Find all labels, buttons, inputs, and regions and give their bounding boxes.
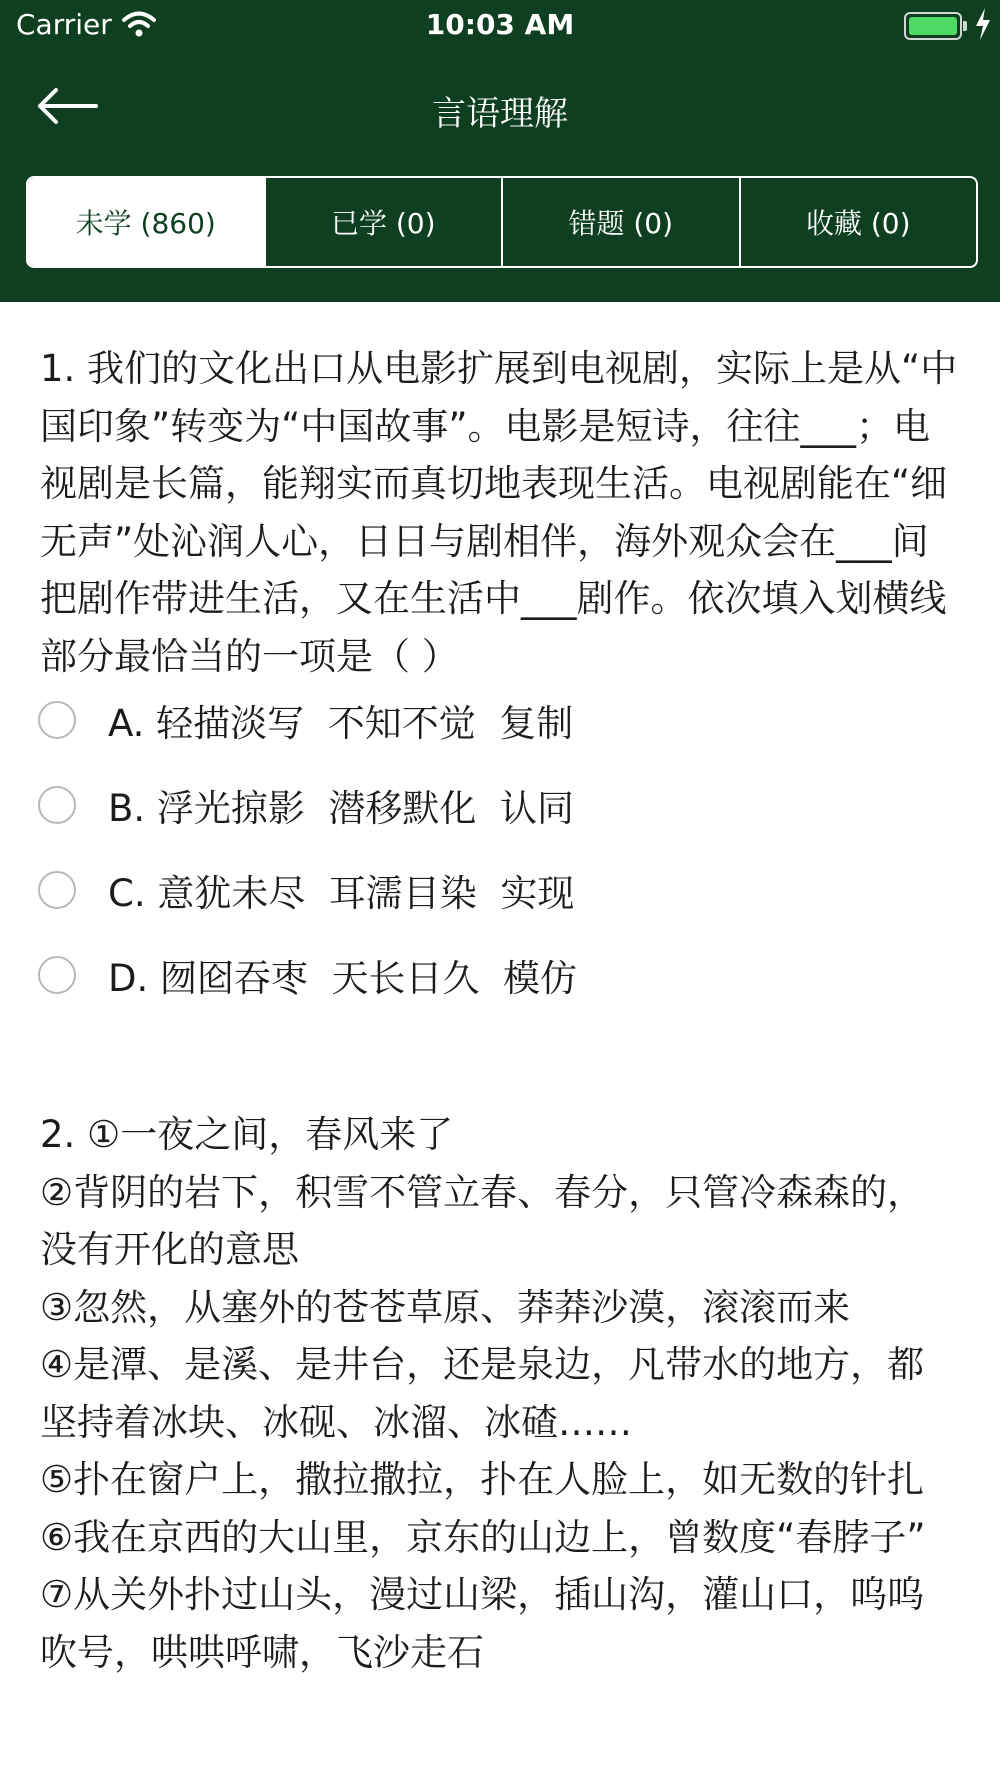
option-a[interactable] — [38, 690, 938, 750]
segmented-tabs — [26, 176, 978, 268]
tab-wrong[interactable]: 错题 (0) — [501, 178, 739, 266]
option-a-label: A. 轻描淡写 不知不觉 复制 — [108, 702, 574, 745]
option-c[interactable] — [38, 860, 938, 920]
status-time: 10:03 AM — [425, 8, 575, 41]
battery-icon — [904, 12, 962, 40]
charging-bolt-icon — [974, 8, 992, 40]
option-d[interactable] — [38, 945, 938, 1005]
option-b-label: B. 浮光掠影 潜移默化 认同 — [108, 787, 574, 830]
option-c-label: C. 意犹未尽 耳濡目染 实现 — [108, 872, 575, 915]
option-d-label: D. 囫囵吞枣 天长日久 模仿 — [108, 957, 578, 1000]
carrier-label: Carrier — [16, 8, 112, 41]
page-title: 言语理解 — [432, 94, 568, 134]
question-1-text: 1. 我们的文化出口从电影扩展到电视剧，实际上是从“中国印象”转变为“中国故事”。电影是短诗，往往___；电视剧是长篇，能翔实而真切地表现生活。电视剧能在“细无声”处沁润人心，日日与剧相伴，海外观众会在___间把剧作带进生活，又在生活中___剧作。依次填入划横线部分最恰当的一项是（ ） — [40, 347, 958, 678]
radio-icon[interactable] — [38, 871, 76, 909]
radio-icon[interactable] — [38, 786, 76, 824]
tab-learned[interactable]: 已学 (0) — [264, 178, 502, 266]
question-list[interactable] — [0, 302, 1000, 1778]
question-2-text: 2. ①一夜之间，春风来了 ②背阴的岩下，积雪不管立春、春分，只管冷森森的，没有开化的意思 ③忽然，从塞外的苍苍草原、莽莽沙漠，滚滚而来 ④是潭、是溪、是井台，还是泉边，凡带水的地方，都坚持着冰块、冰砚、冰溜、冰碴…… ⑤扑在窗户上，撒拉撒拉，扑在人脸上，如无数的针扎 ⑥我在京西的大山里，京东的山边上，曾数度“春脖子” ⑦从关外扑过山头，漫过山梁，插山沟，灌山口，呜呜吹号，哄哄呼啸，飞沙走石 — [40, 1113, 926, 1674]
status-bar — [0, 0, 1000, 50]
option-b[interactable] — [38, 775, 938, 835]
tab-unlearned[interactable]: 未学 (860) — [28, 178, 264, 266]
radio-icon[interactable] — [38, 956, 76, 994]
tab-favorites[interactable]: 收藏 (0) — [739, 178, 977, 266]
radio-icon[interactable] — [38, 701, 76, 739]
app-header — [0, 0, 1000, 302]
